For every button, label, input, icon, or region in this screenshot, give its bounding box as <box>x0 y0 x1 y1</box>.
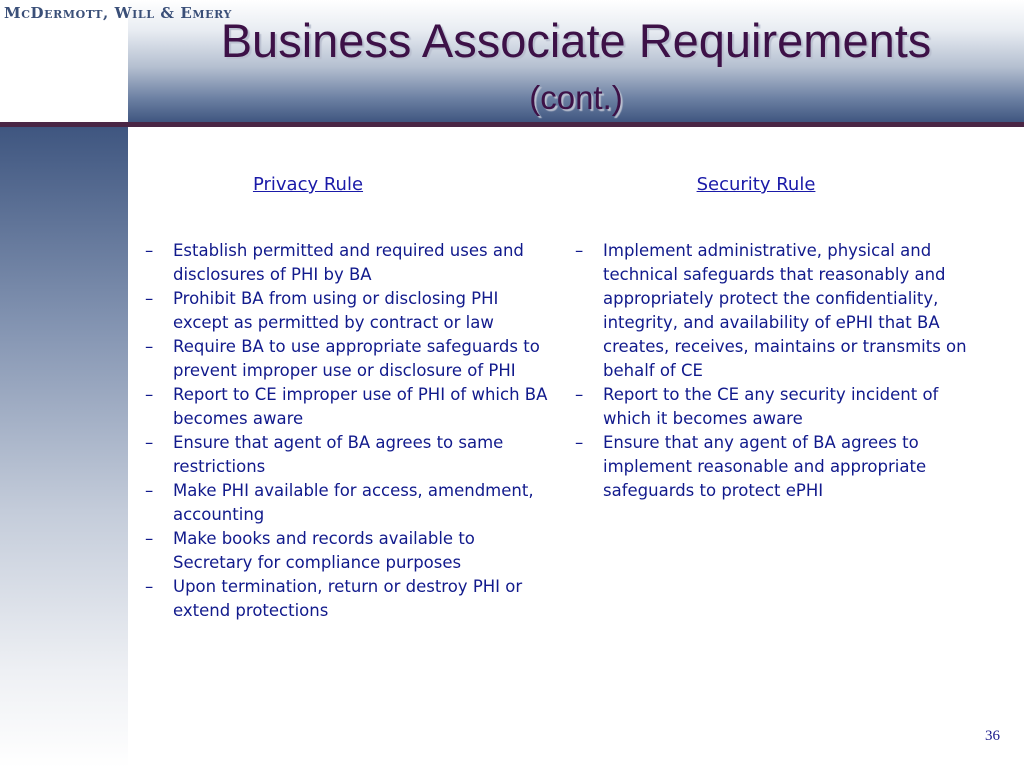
bullet-dash: – <box>145 529 154 548</box>
slide-subtitle: (cont.) <box>529 79 623 116</box>
bullet-dash: – <box>145 577 154 596</box>
list-item <box>145 239 553 287</box>
bullet-dash: – <box>575 433 584 452</box>
list-item-text: Ensure that agent of BA agrees to same restrictions <box>173 433 504 476</box>
privacy-rule-list <box>145 239 553 623</box>
slide-title: Business Associate Requirements <box>220 14 932 67</box>
security-rule-heading: Security Rule <box>696 174 816 195</box>
list-item <box>145 335 553 383</box>
header-divider <box>0 122 1024 127</box>
list-item-text: Ensure that any agent of BA agrees to implement reasonable and appropriate safeguards to protect ePHI <box>603 433 927 500</box>
list-item-text: Implement administrative, physical and technical safeguards that reasonably and appropriately protect the confidentiality, integrity, and availability of ePHI that BA creates, receives, maintains or transmits on behalf of CE <box>603 241 967 380</box>
list-item <box>145 527 553 575</box>
list-item-text: Report to CE improper use of PHI of which BA becomes aware <box>173 385 548 428</box>
bullet-dash: – <box>145 481 154 500</box>
page-number: 36 <box>985 728 1000 744</box>
list-item-text: Report to the CE any security incident of which it becomes aware <box>603 385 939 428</box>
list-item <box>575 383 980 431</box>
bullet-dash: – <box>145 241 154 260</box>
list-item <box>145 575 553 623</box>
list-item <box>575 239 980 383</box>
list-item <box>145 287 553 335</box>
list-item-text: Make PHI available for access, amendment, accounting <box>173 481 534 524</box>
bullet-dash: – <box>575 385 584 404</box>
list-item-text: Require BA to use appropriate safeguards to prevent improper use or disclosure of PHI <box>173 337 540 380</box>
list-item <box>145 479 553 527</box>
list-item <box>145 431 553 479</box>
security-rule-list <box>575 239 980 503</box>
list-item-text: Prohibit BA from using or disclosing PHI except as permitted by contract or law <box>173 289 499 332</box>
list-item-text: Upon termination, return or destroy PHI or extend protections <box>173 577 523 620</box>
firm-logo: McDermott, Will & Emery <box>4 4 232 22</box>
list-item-text: Make books and records available to Secretary for compliance purposes <box>173 529 475 572</box>
list-item <box>575 431 980 503</box>
bullet-dash: – <box>145 337 154 356</box>
privacy-rule-heading: Privacy Rule <box>252 174 364 195</box>
bullet-dash: – <box>145 385 154 404</box>
bullet-dash: – <box>575 241 584 260</box>
list-item <box>145 383 553 431</box>
side-band <box>0 127 128 768</box>
list-item-text: Establish permitted and required uses and disclosures of PHI by BA <box>173 241 524 284</box>
bullet-dash: – <box>145 433 154 452</box>
bullet-dash: – <box>145 289 154 308</box>
